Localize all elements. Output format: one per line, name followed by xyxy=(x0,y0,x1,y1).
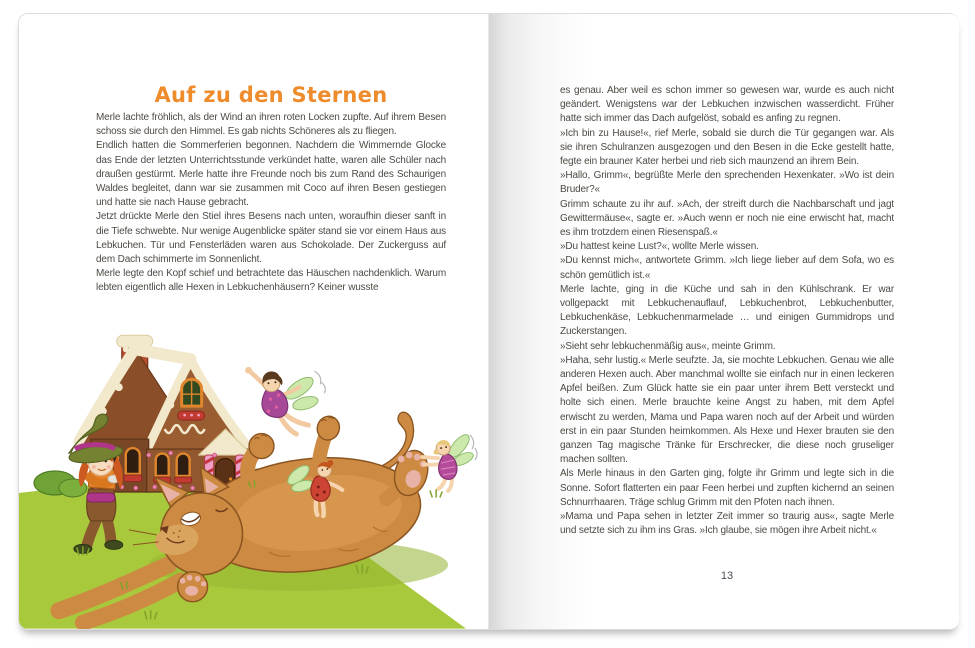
chapter-title: Auf zu den Sternen xyxy=(154,83,388,107)
paragraph: Merle lachte, ging in die Küche und sah in den Kühlschrank. Er war vollgepackt mit Lebkuchenauflauf, Lebkuchenbrot, Lebkuchenbutter, Lebkuchenkäse, Lebkuchenmarmelade … und einigen Gummidrops und Zuckerstangen. xyxy=(560,283,894,338)
paragraph: »Haha, sehr lustig.« Merle seufzte. Ja, sie mochte Lebkuchen. Genau wie alle anderen Hexen auch. Aber manchmal wollte sie einfach nur in einen leckeren Apfel beißen. Zum Glück hatte sie ein paar unter ihrem Bett versteckt und holte sich einen. Merle brauchte keine Angst zu haben, mit dem Apfel erwischt zu werden, Mama und Papa waren noch auf der Arbeit und würden erst in ein paar Stunden heimkommen. Als Hexe und Hexer brauten sie den ganzen Tag magische Tränke für Erschrecker, die diese noch gruseliger machen sollten. xyxy=(560,354,894,466)
paragraph: »Sieht sehr lebkuchenmäßig aus«, meinte Grimm. xyxy=(560,340,776,352)
book-page-right xyxy=(488,14,959,629)
left-page-text-block xyxy=(96,111,446,296)
page-number: 13 xyxy=(720,570,734,582)
right-page-text-block xyxy=(560,84,894,572)
book-spread xyxy=(18,13,959,630)
paragraph: Grimm schaute zu ihr auf. »Ach, der streift durch die Nachbarschaft und jagt Gewittermäuse«, sagte er. »Auch wenn er noch nie eine erwischt hat, macht es ihm trotzdem einen Riesenspaß.« xyxy=(560,198,894,239)
paragraph: Jetzt drückte Merle den Stiel ihres Besens nach unten, woraufhin dieser sanft in die Tiefe schwebte. Nur wenige Augenblicke später stand sie vor einem Haus aus Lebkuchen. Tür und Fensterläden waren aus Schokolade. Der Zuckerguss auf dem Dach schimmerte im Sonnenlicht. xyxy=(96,211,446,266)
storybook-illustration xyxy=(19,327,488,629)
paragraph: »Hallo, Grimm«, begrüßte Merle den sprechenden Hexenkater. »Wo ist dein Bruder?« xyxy=(560,170,894,196)
paragraph: »Ich bin zu Hause!«, rief Merle, sobald sie durch die Tür gegangen war. Als sie ihren Schulranzen ausgezogen und den Besen in die Ecke gestellt hatte, fegte ein brauner Kater herbei und rieb sich maunzend an ihrem Bein. xyxy=(560,127,894,168)
gable-window xyxy=(178,379,205,420)
cat-paw-with-pads xyxy=(178,572,208,602)
paragraph: Endlich hatten die Sommerferien begonnen. Nachdem die Wimmernde Glocke das Ende der letzten Unterrichtsstunde verkündet hatte, waren alle Schüler nach draußen gestürmt. Merle hatte ihre Freunde noch bis zum Rand des Schaurigen Waldes begleitet, dann war sie zusammen mit Coco auf ihren Besen gestiegen und hatte sie nach Hause gebracht. xyxy=(96,140,446,209)
paragraph: »Mama und Papa sehen in letzter Zeit immer so traurig aus«, sagte Merle und setzte sich zu ihm ins Gras. »Ich glaube, sie mögen ihre Arbeit nicht.« xyxy=(560,511,894,537)
paragraph: Merle legte den Kopf schief und betrachtete das Häuschen nachdenklich. Warum lebten eigentlich alle Hexen in Lebkuchenhäusern? Keiner wusste xyxy=(96,268,446,294)
fairy-right xyxy=(422,432,477,491)
paragraph: es genau. Aber weil es schon immer so gewesen war, wurde es auch nicht geändert. Wenigstens war der Lebkuchen inzwischen wasserdicht. Früher hatte sich immer das Dach aufgelöst, sobald es anfing zu regnen. xyxy=(560,85,894,125)
paragraph: »Du hattest keine Lust?«, wollte Merle wissen. xyxy=(560,241,759,253)
fairy-flying xyxy=(245,367,325,434)
paragraph: »Du kennst mich«, antwortete Grimm. »Ich liege lieber auf dem Sofa, wo es schön gemütlich ist.« xyxy=(560,255,894,281)
paragraph: Merle lachte fröhlich, als der Wind an ihren roten Locken zupfte. Auf ihrem Besen schoss sie durch den Himmel. Es gab nichts Schöneres als zu fliegen. xyxy=(96,112,446,138)
paragraph: Als Merle hinaus in den Garten ging, folgte ihr Grimm und legte sich in die Sonne. Sofort flatterten ein paar Feen herbei und zupften kichernd an seinen Schnurrhaaren. Träge schlug Grimm mit den Pfoten nach ihnen. xyxy=(560,468,894,508)
book-page-left xyxy=(19,14,488,629)
